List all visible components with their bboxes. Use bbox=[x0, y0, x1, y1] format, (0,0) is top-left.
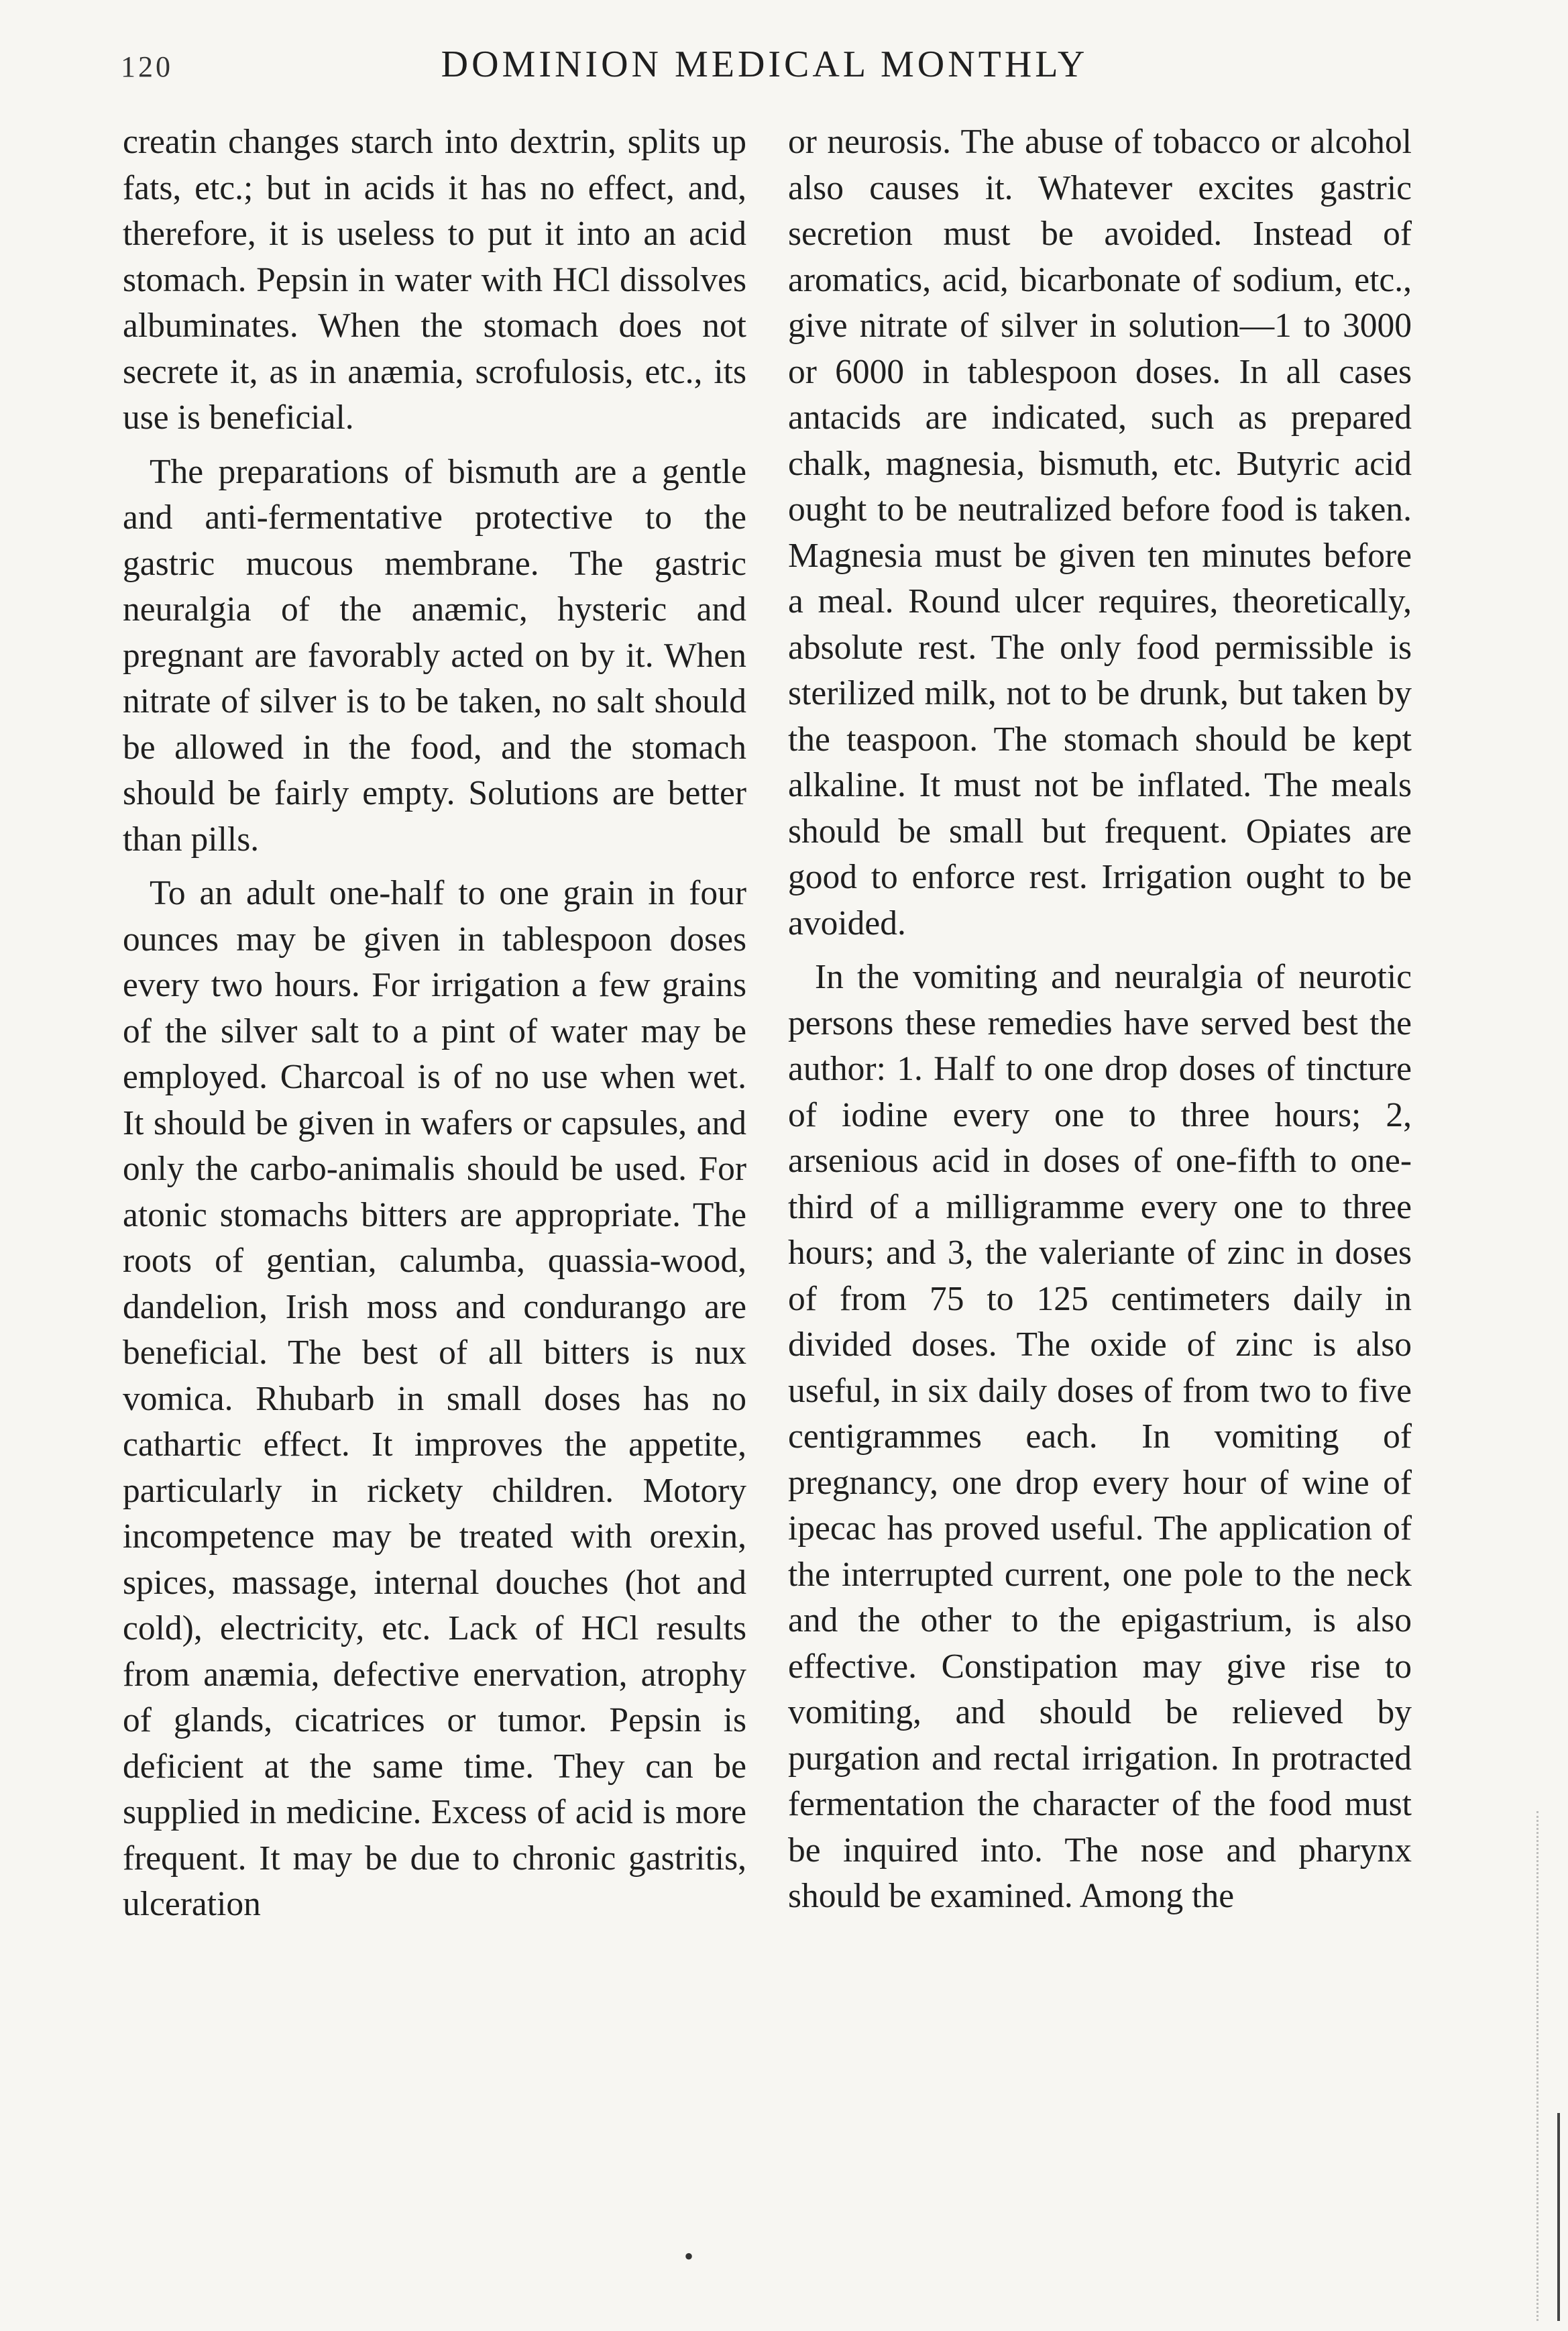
paragraph: The preparations of bismuth are a gentle and anti-fermentative protective to the gastric mucous membrane. The gastric neuralgia of the anæmic, hysteric and pregnant are favorably acted on by it. When nitrate of silver is to be taken, no salt should be allowed in the food, and the stomach should be fairly empty. Solutions are better than pills. bbox=[123, 452, 746, 859]
scan-edge-line bbox=[1557, 2113, 1560, 2321]
paragraph: To an adult one-half to one grain in four ounces may be given in tablespoon doses every two hours. For irrigation a few grains of the silver salt to a pint of water may be employed. Charcoal is of no use when wet. It should be given in wafers or capsules, and only the carbo-animalis should be used. For atonic stomachs bitters are appropriate. The roots of gentian, calumba, quassia-wood, dandelion, Irish moss and condurango are beneficial. The best of all bitters is nux vomica. Rhubarb in small doses has no cathartic effect. It improves the appetite, particularly in rickety children. Motory incompetence may be treated with orexin, spices, massage, internal douches (hot and cold), electricity, etc. Lack of HCl results from anæmia, defective enervation, atrophy of glands, cicatrices or tumor. Pepsin is deficient at the same time. They can be supplied in medicine. Excess of acid is more frequent. It may be due to chronic gastritis, ulceration bbox=[123, 874, 746, 1923]
right-column bbox=[788, 119, 1412, 1920]
running-title: DOMINION MEDICAL MONTHLY bbox=[441, 44, 1088, 85]
left-column bbox=[123, 119, 746, 1928]
footer-mark: • bbox=[684, 2241, 694, 2271]
scan-margin-specks bbox=[1536, 1811, 1544, 2321]
page-header bbox=[101, 43, 1429, 97]
paragraph: or neurosis. The abuse of tobacco or alcohol also causes it. Whatever excites gastric secretion must be avoided. Instead of aromatics, acid, bicarbonate of sodium, etc., give nitrate of silver in solution—1 to 3000 or 6000 in tablespoon doses. In all cases antacids are indicated, such as prepared chalk, magnesia, bismuth, etc. Butyric acid ought to be neutralized before food is taken. Magnesia must be given ten minutes before a meal. Round ulcer requires, theoretically, absolute rest. The only food permissible is sterilized milk, not to be drunk, but taken by the teaspoon. The stomach should be kept alkaline. It must not be inflated. The meals should be small but frequent. Opiates are good to enforce rest. Irrigation ought to be avoided. bbox=[788, 123, 1412, 942]
paragraph: In the vomiting and neuralgia of neurotic persons these remedies have served best the author: 1. Half to one drop doses of tincture of iodine every one to three hours; 2, arsenious acid in doses of one-fifth to one-third of a milligramme every one to three hours; and 3, the valeriante of zinc in doses of from 75 to 125 centimeters daily in divided doses. The oxide of zinc is also useful, in six daily doses of from two to five centigrammes each. In vomiting of pregnancy, one drop every hour of wine of ipecac has proved useful. The application of the interrupted current, one pole to the neck and the other to the epigastrium, is also effective. Constipation may give rise to vomiting, and should be relieved by purgation and rectal irrigation. In protracted fermentation the character of the food must be inquired into. The nose and pharynx should be examined. Among the bbox=[788, 958, 1412, 1915]
paragraph: creatin changes starch into dextrin, splits up fats, etc.; but in acids it has no effect, and, therefore, it is useless to put it into an acid stomach. Pepsin in water with HCl dissolves albuminates. When the stomach does not secrete it, as in anæmia, scrofulosis, etc., its use is beneficial. bbox=[123, 123, 746, 437]
page-number: 120 bbox=[121, 50, 173, 83]
